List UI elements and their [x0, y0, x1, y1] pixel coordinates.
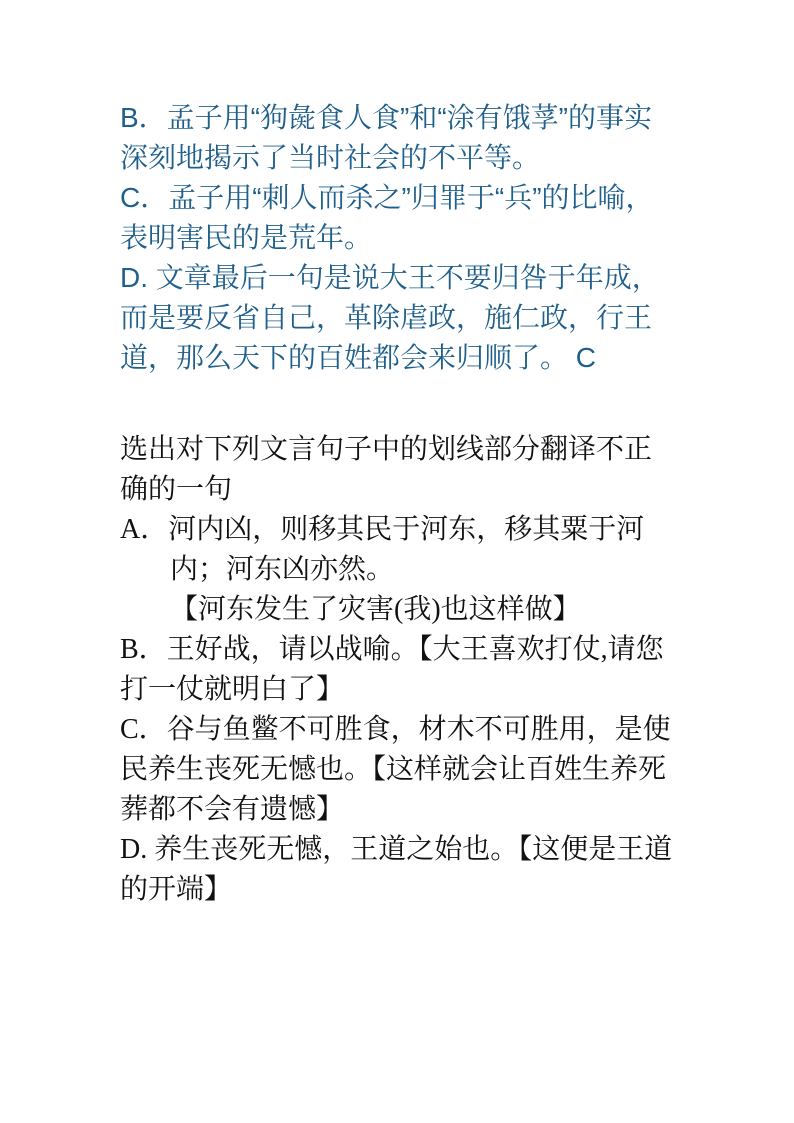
option-d: D. 养生丧死无憾，王道之始也。【这便是王道的开端】 — [120, 834, 673, 905]
question-prompt: 选出对下列文言句子中的划线部分翻译不正确的一句 — [120, 434, 653, 505]
option-c-blue: C．孟子用“刺人而杀之”归罪于“兵”的比喻，表明害民的是荒年。 — [120, 182, 654, 253]
option-c: C．谷与鱼鳖不可胜食，材木不可胜用，是使民养生丧死无憾也。【这样就会让百姓生养死葬都不会有遗憾】 — [120, 714, 671, 825]
option-a-line1: A．河内凶，则移其民于河东，移其粟于河 — [120, 514, 645, 545]
blue-options-section — [120, 98, 676, 378]
option-b: B．王好战，请以战喻。【大王喜欢打仗,请您打一仗就明白了】 — [120, 634, 664, 705]
option-d-blue: D. 文章最后一句是说大王不要归咎于年成，而是要反省自己，革除虐政，施仁政，行王道，那么天下的百姓都会来归顺了。 C — [120, 262, 660, 373]
question-section — [120, 430, 676, 910]
option-b-blue: B．孟子用“狗彘食人食”和“涂有饿莩”的事实深刻地揭示了当时社会的不平等。 — [120, 102, 652, 173]
option-a-line2: 内；河东凶亦然。 — [170, 554, 395, 585]
option-a-translation: 【河东发生了灾害(我)也这样做】 — [170, 594, 581, 625]
